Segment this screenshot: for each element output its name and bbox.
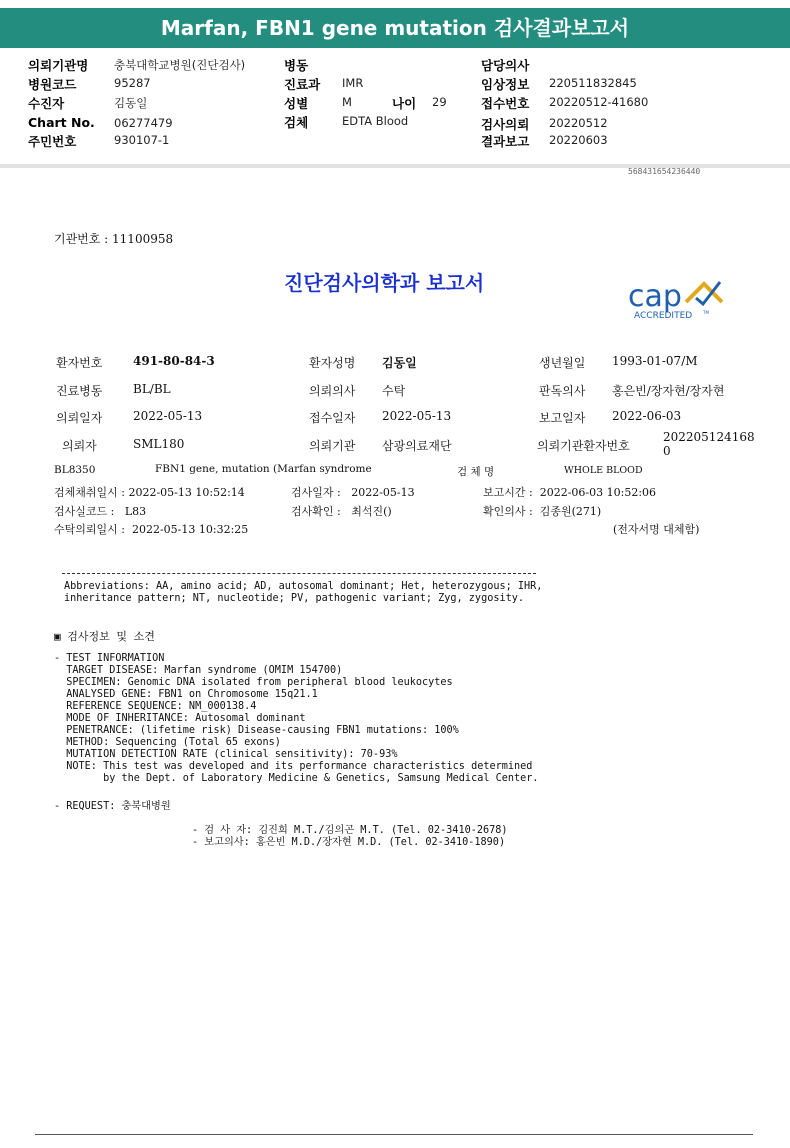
test-checker: 검사확인 : 최석진() bbox=[291, 505, 392, 518]
report-header-title: Marfan, FBN1 gene mutation 검사결과보고서 bbox=[0, 8, 790, 48]
test-info-line: PENETRANCE: (lifetime risk) Disease-causing FBN1 mutations: 100% bbox=[54, 725, 459, 736]
test-info-line: NOTE: This test was developed and its performance characteristics determined bbox=[54, 761, 533, 772]
receipt-no-value: 20220512-41680 bbox=[549, 95, 649, 109]
cap-accredited-logo bbox=[624, 272, 730, 324]
info-value: 삼광의료재단 bbox=[382, 439, 452, 453]
doctor-label: 담당의사 bbox=[481, 58, 530, 73]
test-info-line: by the Dept. of Laboratory Medicine & Genetics, Samsung Medical Center. bbox=[54, 773, 539, 784]
department-value: IMR bbox=[342, 76, 364, 90]
cropped-page-number: 568431654236440 bbox=[628, 167, 701, 176]
test-info-line: SPECIMEN: Genomic DNA isolated from peripheral blood leukocytes bbox=[54, 677, 453, 688]
institution-label: 의뢰기관명 bbox=[28, 58, 89, 73]
cap-logo-tm: TM bbox=[703, 310, 709, 315]
request-date-label: 검사의뢰 bbox=[481, 117, 530, 132]
info-value: 김동일 bbox=[382, 356, 417, 370]
receipt-no-label: 접수번호 bbox=[481, 96, 530, 111]
abbreviations-line: Abbreviations: AA, amino acid; AD, autosomal dominant; Het, heterozygous; IHR, bbox=[64, 581, 543, 592]
cap-logo-word: cap bbox=[628, 279, 682, 314]
cap-logo-accredited: ACCREDITED bbox=[634, 311, 693, 321]
abbreviations-line: inheritance pattern; NT, nucleotide; PV, pathogenic variant; Zyg, zygosity. bbox=[64, 593, 525, 604]
page-bottom-rule bbox=[35, 1134, 753, 1135]
institution-number: 기관번호 : 11100958 bbox=[54, 232, 174, 246]
test-info-line: METHOD: Sequencing (Total 65 exons) bbox=[54, 737, 281, 748]
collection-datetime: 검체채취일시 : 2022-05-13 10:52:14 bbox=[54, 486, 245, 499]
specimen-label: 검체 bbox=[284, 115, 309, 130]
clinical-info-value: 220511832845 bbox=[549, 76, 637, 90]
section-heading: ▣ 검사정보 및 소견 bbox=[54, 630, 155, 643]
test-name: FBN1 gene, mutation (Marfan syndrome bbox=[155, 463, 372, 475]
specimen-name-label: 검 체 명 bbox=[457, 466, 495, 478]
info-value: 2022-05-13 bbox=[382, 409, 452, 423]
ssn-label: 주민번호 bbox=[28, 134, 77, 149]
report-date-label: 결과보고 bbox=[481, 134, 530, 149]
chart-no-value: 06277479 bbox=[114, 116, 173, 130]
info-value: 202205124168 bbox=[663, 430, 755, 444]
specimen-value: EDTA Blood bbox=[342, 114, 409, 128]
test-date: 검사일자 : 2022-05-13 bbox=[291, 486, 415, 499]
test-info-line: ANALYSED GENE: FBN1 on Chromosome 15q21.1 bbox=[54, 689, 318, 700]
department-label: 진료과 bbox=[284, 77, 321, 92]
hospital-code-value: 95287 bbox=[114, 76, 151, 90]
divider-dashed bbox=[62, 573, 536, 574]
info-label: 환자성명 bbox=[309, 356, 356, 370]
info-value: SML180 bbox=[133, 437, 185, 451]
report-time: 보고시간 : 2022-06-03 10:52:06 bbox=[483, 486, 657, 499]
staff-line: - 검 사 자: 김진희 M.T./김의곤 M.T. (Tel. 02-3410-2678) bbox=[192, 825, 508, 836]
info-label: 의뢰일자 bbox=[56, 411, 103, 425]
test-info-line: MUTATION DETECTION RATE (clinical sensitivity): 70-93% bbox=[54, 749, 398, 760]
clinical-info-label: 임상정보 bbox=[481, 77, 530, 92]
e-signature-note: (전자서명 대체함) bbox=[613, 523, 700, 536]
info-label: 의뢰의사 bbox=[309, 384, 356, 398]
staff-line: - 보고의사: 홍은빈 M.D./장자현 M.D. (Tel. 02-3410-1890) bbox=[192, 837, 506, 848]
info-label: 보고일자 bbox=[539, 411, 586, 425]
ssn-value: 930107-1 bbox=[114, 133, 170, 147]
test-info-line: REFERENCE SEQUENCE: NM_000138.4 bbox=[54, 701, 257, 712]
request-line: - REQUEST: 충북대병원 bbox=[54, 801, 171, 812]
sex-label: 성별 bbox=[284, 96, 309, 111]
test-code: BL8350 bbox=[54, 464, 96, 476]
ward-label: 병동 bbox=[284, 58, 309, 73]
request-date-value: 20220512 bbox=[549, 116, 608, 130]
hospital-code-label: 병원코드 bbox=[28, 77, 77, 92]
lab-code: 검사실코드 : L83 bbox=[54, 505, 147, 518]
info-label: 의뢰기관환자번호 bbox=[537, 439, 630, 453]
info-value: BL/BL bbox=[133, 382, 171, 396]
info-label: 진료병동 bbox=[56, 384, 103, 398]
info-label: 의뢰기관 bbox=[309, 439, 356, 453]
age-label: 나이 bbox=[392, 96, 417, 111]
info-label: 생년월일 bbox=[539, 356, 586, 370]
patient-label: 수진자 bbox=[28, 96, 65, 111]
test-info-line: - TEST INFORMATION bbox=[54, 653, 165, 664]
confirming-doctor: 확인의사 : 김종원(271) bbox=[483, 505, 602, 518]
info-label: 접수일자 bbox=[309, 411, 356, 425]
sex-value: M bbox=[342, 95, 352, 109]
patient-value: 김동일 bbox=[114, 96, 148, 110]
info-label: 환자번호 bbox=[56, 356, 103, 370]
chart-no-label: Chart No. bbox=[28, 115, 95, 130]
info-label: 판독의사 bbox=[539, 384, 586, 398]
test-info-line: TARGET DISEASE: Marfan syndrome (OMIM 154700) bbox=[54, 665, 343, 676]
info-value: 0 bbox=[663, 444, 671, 458]
info-value: 491-80-84-3 bbox=[133, 354, 215, 368]
specimen-name-value: WHOLE BLOOD bbox=[564, 465, 643, 476]
consignment-datetime: 수탁의뢰일시 : 2022-05-13 10:32:25 bbox=[54, 523, 249, 536]
info-value: 1993-01-07/M bbox=[612, 354, 698, 368]
info-value: 2022-05-13 bbox=[133, 409, 203, 423]
info-value: 수탁 bbox=[382, 384, 406, 398]
report-title: 진단검사의학과 보고서 bbox=[284, 271, 485, 295]
test-info-line: MODE OF INHERITANCE: Autosomal dominant bbox=[54, 713, 306, 724]
info-value: 홍은빈/장자현/장자현 bbox=[612, 384, 725, 398]
institution-value: 충북대학교병원(진단검사) bbox=[114, 58, 246, 72]
age-value: 29 bbox=[432, 95, 447, 109]
info-value: 2022-06-03 bbox=[612, 409, 682, 423]
info-label: 의뢰자 bbox=[62, 439, 97, 453]
report-date-value: 20220603 bbox=[549, 133, 608, 147]
